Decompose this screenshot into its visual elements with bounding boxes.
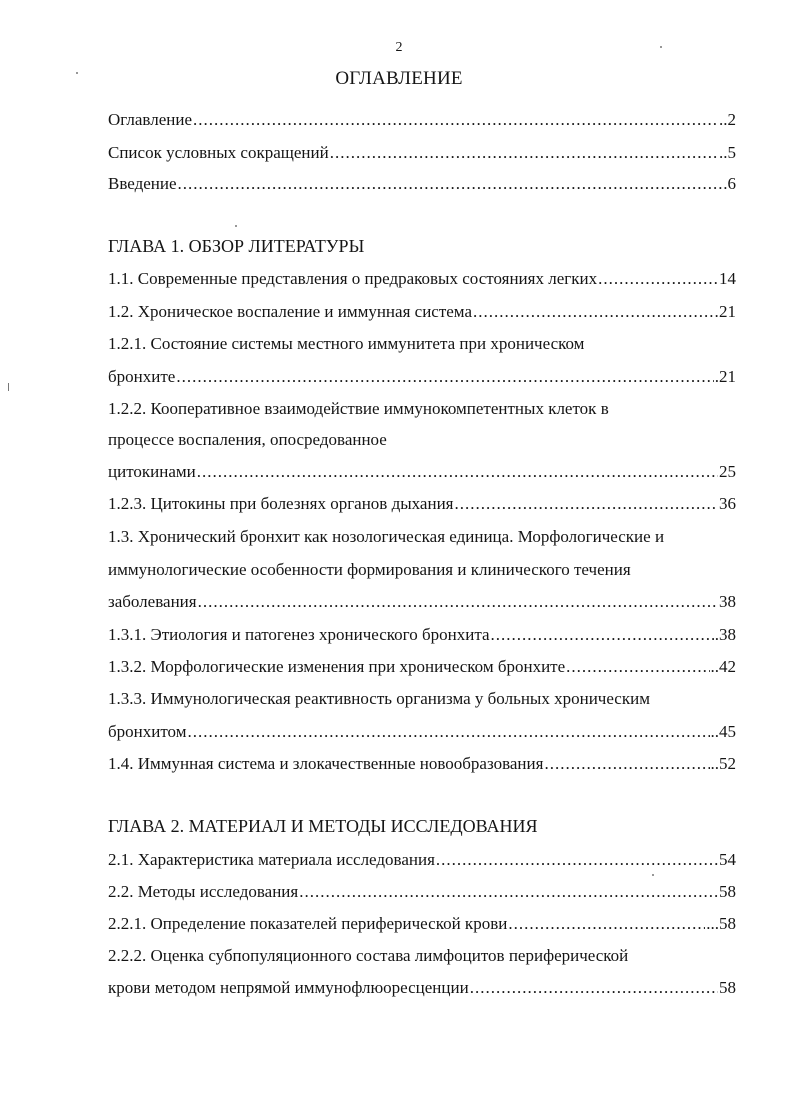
toc-entry-1-4[interactable] (108, 754, 736, 774)
toc-page-number: .38 (714, 625, 736, 644)
toc-page-number: ..42 (710, 657, 736, 676)
toc-entry-label: 1.2.3. Цитокины при болезнях органов дыхания (108, 494, 454, 513)
toc-page-number: ...58 (706, 914, 736, 933)
toc-entry-1-2[interactable] (108, 302, 736, 322)
toc-page-number: ..2 (719, 110, 736, 129)
toc-page-number: ..5 (719, 143, 736, 162)
toc-page-number: 36 (719, 494, 736, 513)
scan-speck (660, 46, 662, 48)
toc-entry-2-1[interactable] (108, 850, 736, 870)
toc-page-number: 25 (719, 462, 736, 481)
toc-entry-1-3-3[interactable] (108, 722, 736, 742)
toc-entry-label: 2.2.1. Определение показателей периферической крови (108, 914, 508, 933)
toc-entry-1-2-3[interactable] (108, 494, 736, 514)
toc-page-number: .6 (723, 174, 736, 193)
toc-page-number: 58 (719, 882, 736, 901)
toc-entry-1-2-2-line1: 1.2.2. Кооперативное взаимодействие иммунокомпетентных клеток в (108, 399, 609, 418)
toc-entry-label: цитокинами (108, 462, 196, 481)
toc-page-number: 14 (719, 269, 736, 288)
chapter-2-heading: ГЛАВА 2. МАТЕРИАЛ И МЕТОДЫ ИССЛЕДОВАНИЯ (108, 816, 538, 836)
toc-entry-label: бронхите (108, 367, 176, 386)
toc-entry-label: Список условных сокращений (108, 143, 329, 162)
toc-entry-label: крови методом непрямой иммунофлюоресценции (108, 978, 469, 997)
toc-entry-1-2-1-line1: 1.2.1. Состояние системы местного иммунитета при хроническом (108, 334, 585, 353)
toc-entry-1-2-2[interactable] (108, 462, 736, 482)
toc-entry-label: 1.4. Иммунная система и злокачественные новообразования (108, 754, 544, 773)
toc-entry-label: бронхитом (108, 722, 187, 741)
scan-speck (235, 225, 237, 227)
toc-entry-1-2-1[interactable] (108, 367, 736, 387)
toc-entry-2-2-1[interactable] (108, 914, 736, 934)
toc-entry-label: 1.3.2. Морфологические изменения при хроническом бронхите (108, 657, 566, 676)
toc-page-number: ..45 (710, 722, 736, 741)
page-title: ОГЛАВЛЕНИЕ (335, 68, 463, 89)
toc-entry-introduction[interactable] (108, 174, 736, 194)
page-number: 2 (395, 40, 403, 55)
toc-entry-abbreviations[interactable] (108, 143, 736, 163)
toc-entry-label: 1.3.1. Этиология и патогенез хронического бронхита (108, 625, 490, 644)
toc-entry-1-2-2-line2: процессе воспаления, опосредованное (108, 430, 387, 449)
scan-speck (8, 383, 9, 391)
toc-page-number: 38 (719, 592, 736, 611)
toc-entry-2-2-2-line1: 2.2.2. Оценка субпопуляционного состава лимфоцитов периферической (108, 946, 629, 965)
toc-entry-1-3-3-line1: 1.3.3. Иммунологическая реактивность организма у больных хроническим (108, 689, 650, 708)
toc-entry-1-3-2[interactable] (108, 657, 736, 677)
toc-page-number: 54 (719, 850, 736, 869)
scan-speck (652, 874, 654, 876)
toc-page-number: 21 (719, 302, 736, 321)
toc-entry-2-2-2[interactable] (108, 978, 736, 998)
toc-entry-label: заболевания (108, 592, 197, 611)
chapter-1-heading: ГЛАВА 1. ОБЗОР ЛИТЕРАТУРЫ (108, 236, 365, 256)
toc-entry-label: 1.1. Современные представления о предраковых состояниях легких (108, 269, 598, 288)
toc-page-number: .21 (714, 367, 736, 386)
toc-entry-label: Оглавление (108, 110, 192, 129)
scan-speck (76, 72, 78, 74)
toc-entry-label: 2.1. Характеристика материала исследования (108, 850, 435, 869)
toc-entry-contents[interactable] (108, 110, 736, 130)
toc-entry-1-3[interactable] (108, 592, 736, 612)
toc-entry-1-3-line1: 1.3. Хронический бронхит как нозологическая единица. Морфологические и (108, 527, 665, 546)
toc-page-number: 58 (719, 978, 736, 997)
toc-entry-label: 2.2. Методы исследования (108, 882, 299, 901)
toc-page-number: ..52 (710, 754, 736, 773)
toc-entry-1-3-line2: иммунологические особенности формирования и клинического течения (108, 560, 631, 579)
toc-entry-label: 1.2. Хроническое воспаление и иммунная система (108, 302, 472, 321)
toc-entry-1-3-1[interactable] (108, 625, 736, 645)
toc-entry-label: Введение (108, 174, 177, 193)
toc-entry-2-2[interactable] (108, 882, 736, 902)
toc-entry-1-1[interactable] (108, 269, 736, 289)
